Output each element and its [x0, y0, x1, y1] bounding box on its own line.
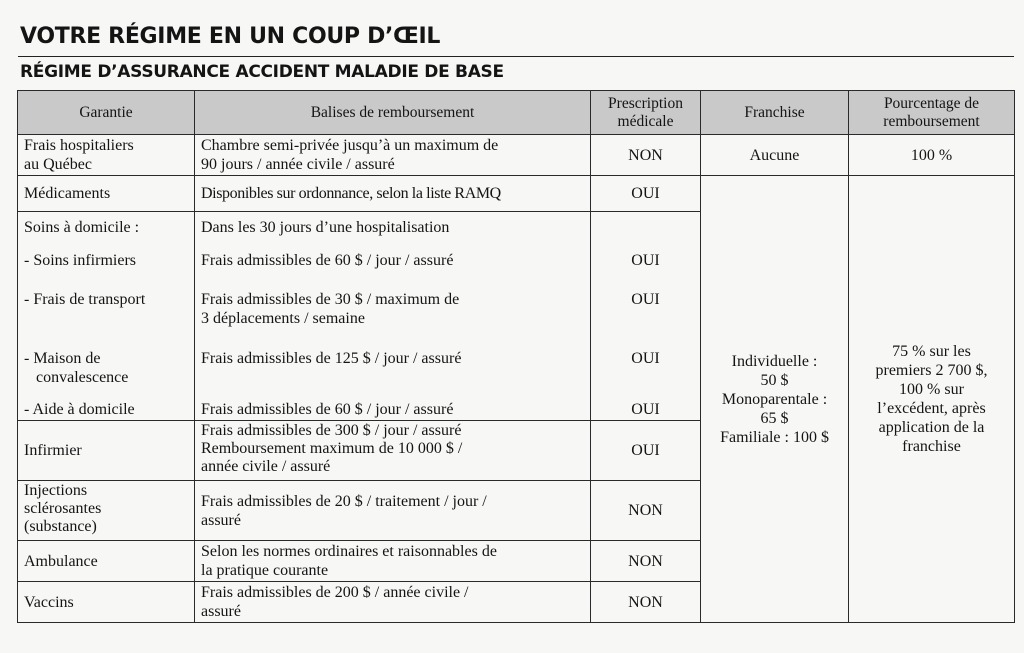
franchise-merged-cell: Individuelle : 50 $ Monoparentale : 65 $ Familiale : 100 $ — [701, 176, 849, 623]
cell-prescription: NON — [591, 135, 701, 176]
cell-garantie: Soins à domicile : — [18, 212, 195, 238]
cell-prescription: OUI — [591, 176, 701, 212]
cell-balises: Frais admissibles de 20 $ / traitement / jour / assuré — [195, 481, 591, 541]
header-pourcentage: Pourcentage de remboursement — [849, 91, 1015, 135]
title-rule — [18, 56, 1014, 57]
cell-prescription: NON — [591, 481, 701, 541]
cell-garantie: Infirmier — [18, 421, 195, 481]
cell-garantie: Frais hospitaliers au Québec — [18, 135, 195, 176]
cell-garantie: Injections sclérosantes (substance) — [18, 481, 195, 541]
cell-prescription: OUI — [591, 237, 701, 271]
cell-garantie: Vaccins — [18, 582, 195, 623]
cell-prescription: OUI — [591, 329, 701, 388]
cell-balises: Chambre semi-privée jusqu’à un maximum de 90 jours / année civile / assuré — [195, 135, 591, 176]
header-prescription: Prescription médicale — [591, 91, 701, 135]
cell-garantie: - Aide à domicile — [18, 388, 195, 421]
cell-balises: Frais admissibles de 200 $ / année civile / assuré — [195, 582, 591, 623]
cell-franchise: Aucune — [701, 135, 849, 176]
cell-balises: Frais admissibles de 300 $ / jour / assuré Remboursement maximum de 10 000 $ / année civile / assuré — [195, 421, 591, 481]
cell-garantie: Ambulance — [18, 541, 195, 582]
table-row — [18, 135, 1015, 176]
cell-prescription: NON — [591, 541, 701, 582]
cell-prescription: OUI — [591, 271, 701, 329]
table-row — [18, 176, 1015, 212]
header-garantie: Garantie — [18, 91, 195, 135]
cell-garantie: Médicaments — [18, 176, 195, 212]
cell-balises: Dans les 30 jours d’une hospitalisation — [195, 212, 591, 238]
table-header-row — [18, 91, 1015, 135]
cell-prescription: OUI — [591, 388, 701, 421]
header-franchise: Franchise — [701, 91, 849, 135]
cell-balises: Selon les normes ordinaires et raisonnables de la pratique courante — [195, 541, 591, 582]
cell-balises: Frais admissibles de 60 $ / jour / assuré — [195, 388, 591, 421]
cell-prescription: OUI — [591, 421, 701, 481]
cell-balises: Disponibles sur ordonnance, selon la liste RAMQ — [195, 176, 591, 212]
cell-balises: Frais admissibles de 60 $ / jour / assuré — [195, 237, 591, 271]
page-subtitle: RÉGIME D’ASSURANCE ACCIDENT MALADIE DE BASE — [20, 62, 504, 82]
cell-balises: Frais admissibles de 125 $ / jour / assuré — [195, 329, 591, 388]
cell-prescription: NON — [591, 582, 701, 623]
cell-prescription — [591, 212, 701, 238]
header-balises: Balises de remboursement — [195, 91, 591, 135]
coverage-table — [17, 90, 1015, 623]
page-title: VOTRE RÉGIME EN UN COUP D’ŒIL — [20, 24, 441, 49]
cell-pourcentage: 100 % — [849, 135, 1015, 176]
cell-garantie: - Maison de convalescence — [18, 329, 195, 388]
cell-balises: Frais admissibles de 30 $ / maximum de 3 déplacements / semaine — [195, 271, 591, 329]
pourcentage-merged-cell: 75 % sur les premiers 2 700 $, 100 % sur l’excédent, après application de la franchise — [849, 176, 1015, 623]
cell-garantie: - Frais de transport — [18, 271, 195, 329]
cell-garantie: - Soins infirmiers — [18, 237, 195, 271]
